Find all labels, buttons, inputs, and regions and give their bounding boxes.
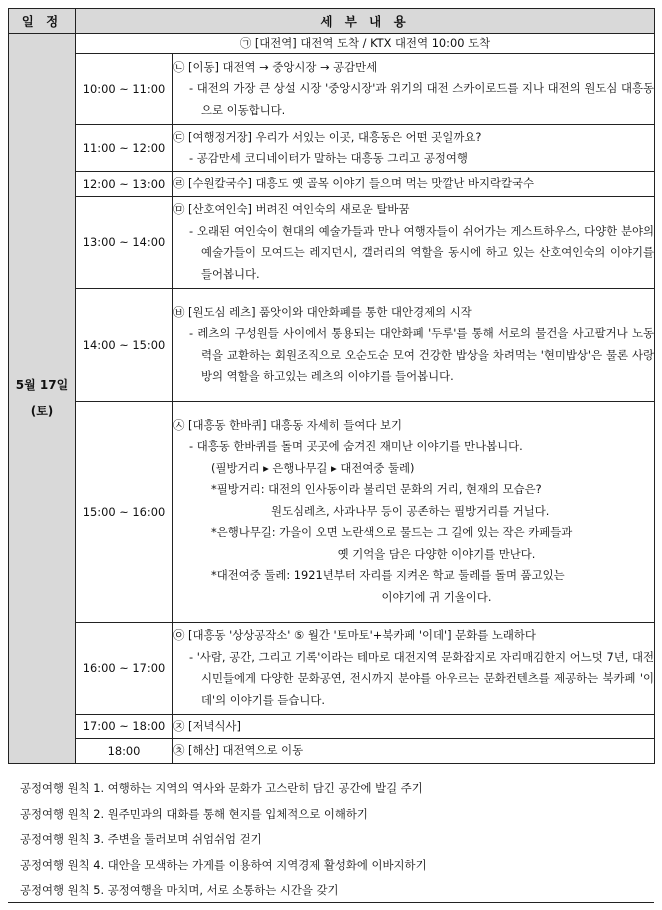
row-content [173, 739, 655, 764]
row-title: ㉡ [이동] 대전역 → 중앙시장 → 공감만세 [173, 59, 378, 74]
note-label: *대전여중 둘레: 1921년부터 자리를 지켜온 학교 둘레를 돌며 품고있는 [211, 568, 565, 583]
row-content [173, 622, 655, 714]
note-label: *필방거리: 대전의 인사동이라 불리던 문화의 거리, 현재의 모습은? [211, 482, 542, 497]
header-details: 세 부 내 용 [76, 9, 655, 34]
table-row [9, 739, 655, 764]
arrival-row [9, 34, 655, 54]
principles-list [20, 776, 640, 904]
row-time: 13:00 ~ 14:00 [76, 196, 173, 288]
table-row [9, 54, 655, 125]
day-weekday: (토) [30, 404, 54, 419]
row-time: 10:00 ~ 11:00 [76, 54, 173, 125]
row-bullet: - 공감만세 코디네이터가 말하는 대흥동 그리고 공정여행 [189, 151, 468, 165]
day-date: 5월 17일 [15, 378, 69, 393]
row-title: ㉦ [대흥동 한바퀴] 대흥동 자세히 들여다 보기 [173, 417, 403, 432]
day-cell [9, 34, 76, 764]
row-title: ㉨ [저녁식사] [173, 718, 241, 733]
table-row [9, 622, 655, 714]
row-time: 18:00 [76, 739, 173, 764]
principle-item: 공정여행 원칙 1. 여행하는 지역의 역사와 문화가 고스란히 담긴 공간에 발길 주기 [20, 781, 423, 795]
table-row [9, 714, 655, 739]
row-title: ㉤ [산호여인숙] 버려진 여인숙의 새로운 탈바꿈 [173, 202, 410, 216]
table-row [9, 172, 655, 197]
row-title: ㉣ [수원칼국수] 대흥도 옛 골목 이야기 들으며 먹는 맛깔난 바지락칼국수 [173, 176, 534, 190]
row-content [173, 54, 655, 125]
row-time: 14:00 ~ 15:00 [76, 288, 173, 401]
route-text: (필방거리 ▸ 은행나무길 ▸ 대전여중 둘레) [211, 460, 415, 475]
principle-item: 공정여행 원칙 5. 공정여행을 마치며, 서로 소통하는 시간을 갖기 [20, 883, 339, 897]
header-row [9, 9, 655, 34]
principle-item: 공정여행 원칙 3. 주변을 둘러보며 쉬엄쉬엄 걷기 [20, 832, 262, 846]
row-time: 17:00 ~ 18:00 [76, 714, 173, 739]
bottom-divider [8, 902, 654, 903]
row-bullet: - 대흥동 한바퀴를 돌며 곳곳에 숨겨진 재미난 이야기를 만나봅니다. [189, 439, 523, 454]
note-continuation: 이야기에 귀 기울이다. [381, 589, 492, 604]
row-title: ㉩ [해산] 대전역으로 이동 [173, 743, 304, 757]
table-row [9, 196, 655, 288]
row-content [173, 288, 655, 401]
note-label: *은행나무길: 가을이 오면 노란색으로 물드는 그 길에 있는 작은 카페들과 [211, 525, 573, 540]
row-time: 11:00 ~ 12:00 [76, 125, 173, 172]
row-time: 16:00 ~ 17:00 [76, 622, 173, 714]
row-content [173, 125, 655, 172]
note-continuation: 옛 기억을 담은 다양한 이야기를 만난다. [337, 546, 536, 561]
row-content [173, 714, 655, 739]
note-continuation: 원도심레츠, 사과나무 등이 공존하는 필방거리를 거닐다. [271, 503, 550, 518]
principle-item: 공정여행 원칙 2. 원주민과의 대화를 통해 현지를 입체적으로 이해하기 [20, 806, 368, 821]
row-bullet: - 대전의 가장 큰 상설 시장 '중앙시장'과 위기의 대전 스카이로드를 지나 대전의 원도심 대흥동으로 이동합니다. [189, 81, 655, 117]
arrival-text: ㉠ [대전역] 대전역 도착 / KTX 대전역 10:00 도착 [76, 34, 655, 54]
row-bullet: - 오래된 여인숙이 현대의 예술가들과 만나 여행자들이 쉬어가는 게스트하우스, 다양한 분야의 예술가들이 모여드는 레지던시, 갤러리의 역할을 동시에 하고 있는 산호여인숙의 이야기를 들어봅니다. [189, 223, 655, 281]
principle-item: 공정여행 원칙 4. 대안을 모색하는 가게를 이용하여 지역경제 활성화에 이바지하기 [20, 857, 427, 872]
row-content [173, 196, 655, 288]
schedule-table [8, 8, 655, 764]
row-content [173, 172, 655, 197]
table-row [9, 401, 655, 622]
row-title: ㉥ [원도심 레츠] 품앗이와 대안화폐를 통한 대안경제의 시작 [173, 304, 472, 319]
row-time: 15:00 ~ 16:00 [76, 401, 173, 622]
row-time: 12:00 ~ 13:00 [76, 172, 173, 197]
table-row [9, 125, 655, 172]
row-title: ㉢ [여행정거장] 우리가 서있는 이곳, 대흥동은 어떤 곳일까요? [173, 129, 482, 144]
header-schedule: 일 정 [9, 9, 76, 34]
row-bullet: - 레츠의 구성원들 사이에서 통용되는 대안화폐 '두루'를 통해 서로의 물건을 사고팔거나 노동력을 교환하는 회원조직으로 오순도순 모여 건강한 밥상을 차려먹는 '현미밥상'은 물론 사랑방의 역할을 하고있는 레츠의 이야기를 들어봅니다. [189, 326, 655, 383]
table-row [9, 288, 655, 401]
row-title: ㉧ [대흥동 '상상공작소' ⑤ 월간 '토마토'+북카페 '이데'] 문화를 노래하다 [173, 628, 536, 642]
row-bullet: - '사람, 공간, 그리고 기록'이라는 테마로 대전지역 문화잡지로 자리매김한지 어느덧 7년, 대전 시민들에게 다양한 문화공연, 전시까지 분야를 아우르는 문화컨텐츠를 제공하는 북카페 '이데'의 이야기를 듣습니다. [189, 649, 655, 707]
row-content [173, 401, 655, 622]
